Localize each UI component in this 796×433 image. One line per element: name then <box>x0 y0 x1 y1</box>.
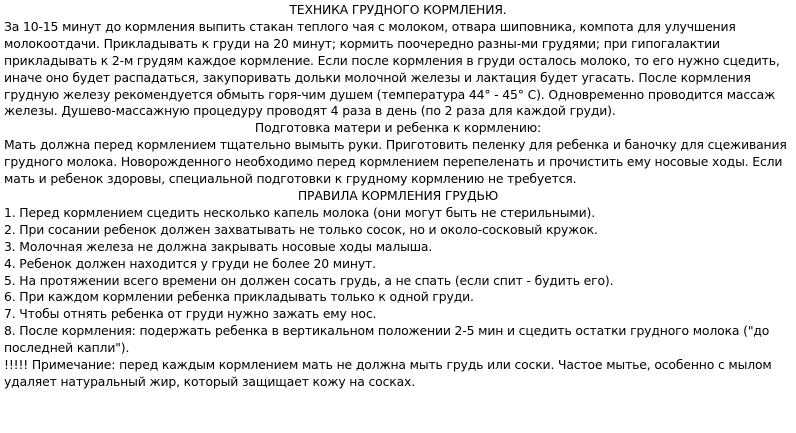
rule-item: 8. После кормления: подержать ребенка в вертикальном положении 2-5 мин и сцедить остатки грудного молока ("до последней капли"). <box>4 323 770 356</box>
section-title-preparation: Подготовка матери и ребенка к кормлению: <box>254 120 542 136</box>
rule-item: 3. Молочная железа не должна закрывать носовые ходы малыша. <box>4 238 433 254</box>
note-text: !!!!! Примечание: перед каждым кормлением мать не должна мыть грудь или соски. Частое мытье, особенно с мылом удаляет натуральный жир, который защищает кожу на сосках. <box>4 357 772 389</box>
rule-item: 1. Перед кормлением сцедить несколько капель молока (они могут быть не стерильными). <box>4 204 595 220</box>
section-title-feeding-rules: ПРАВИЛА КОРМЛЕНИЯ ГРУДЬЮ <box>297 187 499 203</box>
rule-item: 7. Чтобы отнять ребенка от груди нужно зажать ему нос. <box>4 306 377 322</box>
preparation-text: Мать должна перед кормлением тщательно вымыть руки. Приготовить пеленку для ребенка и баночку для сцеживания грудного молока. Новорожденного необходимо перед кормлением перепеленать и прочистить ему носовые ходы. Если мать и ребенок здоровы, специальной подготовки к грудному кормлению не требуется. <box>4 137 787 187</box>
feeding-rules-list <box>4 205 792 357</box>
feeding-technique-text: За 10-15 минут до кормления выпить стакан теплого чая с молоком, отвара шиповника, компота для улучшения молокоотдачи. Прикладывать к груди на 20 минут; кормить поочередно разны-ми грудями; при гипогалактии прикладывать к 2-м грудям каждое кормление. Если после кормления в груди осталось молоко, то его нужно сцедить, иначе оно будет распадаться, закупоривать дольки молочной железы и лактация будет угасать. После кормления грудную железу рекомендуется обмыть горя-чим душем (температура 44° - 45° С). Одновременно проводится массаж железы. Душево-массажную процедуру проводят 4 раза в день (по 2 раза для каждой груди). <box>4 18 780 119</box>
rule-item: 4. Ребенок должен находится у груди не более 20 минут. <box>4 255 376 271</box>
section-title-feeding-technique: ТЕХНИКА ГРУДНОГО КОРМЛЕНИЯ. <box>289 2 507 17</box>
rule-item: 2. При сосании ребенок должен захватывать не только сосок, но и около-сосковый кружок. <box>4 221 598 237</box>
rule-item: 6. При каждом кормлении ребенка прикладывать только к одной груди. <box>4 289 474 305</box>
rule-item: 5. На протяжении всего времени он должен сосать грудь, а не спать (если спит - будить его). <box>4 272 614 288</box>
